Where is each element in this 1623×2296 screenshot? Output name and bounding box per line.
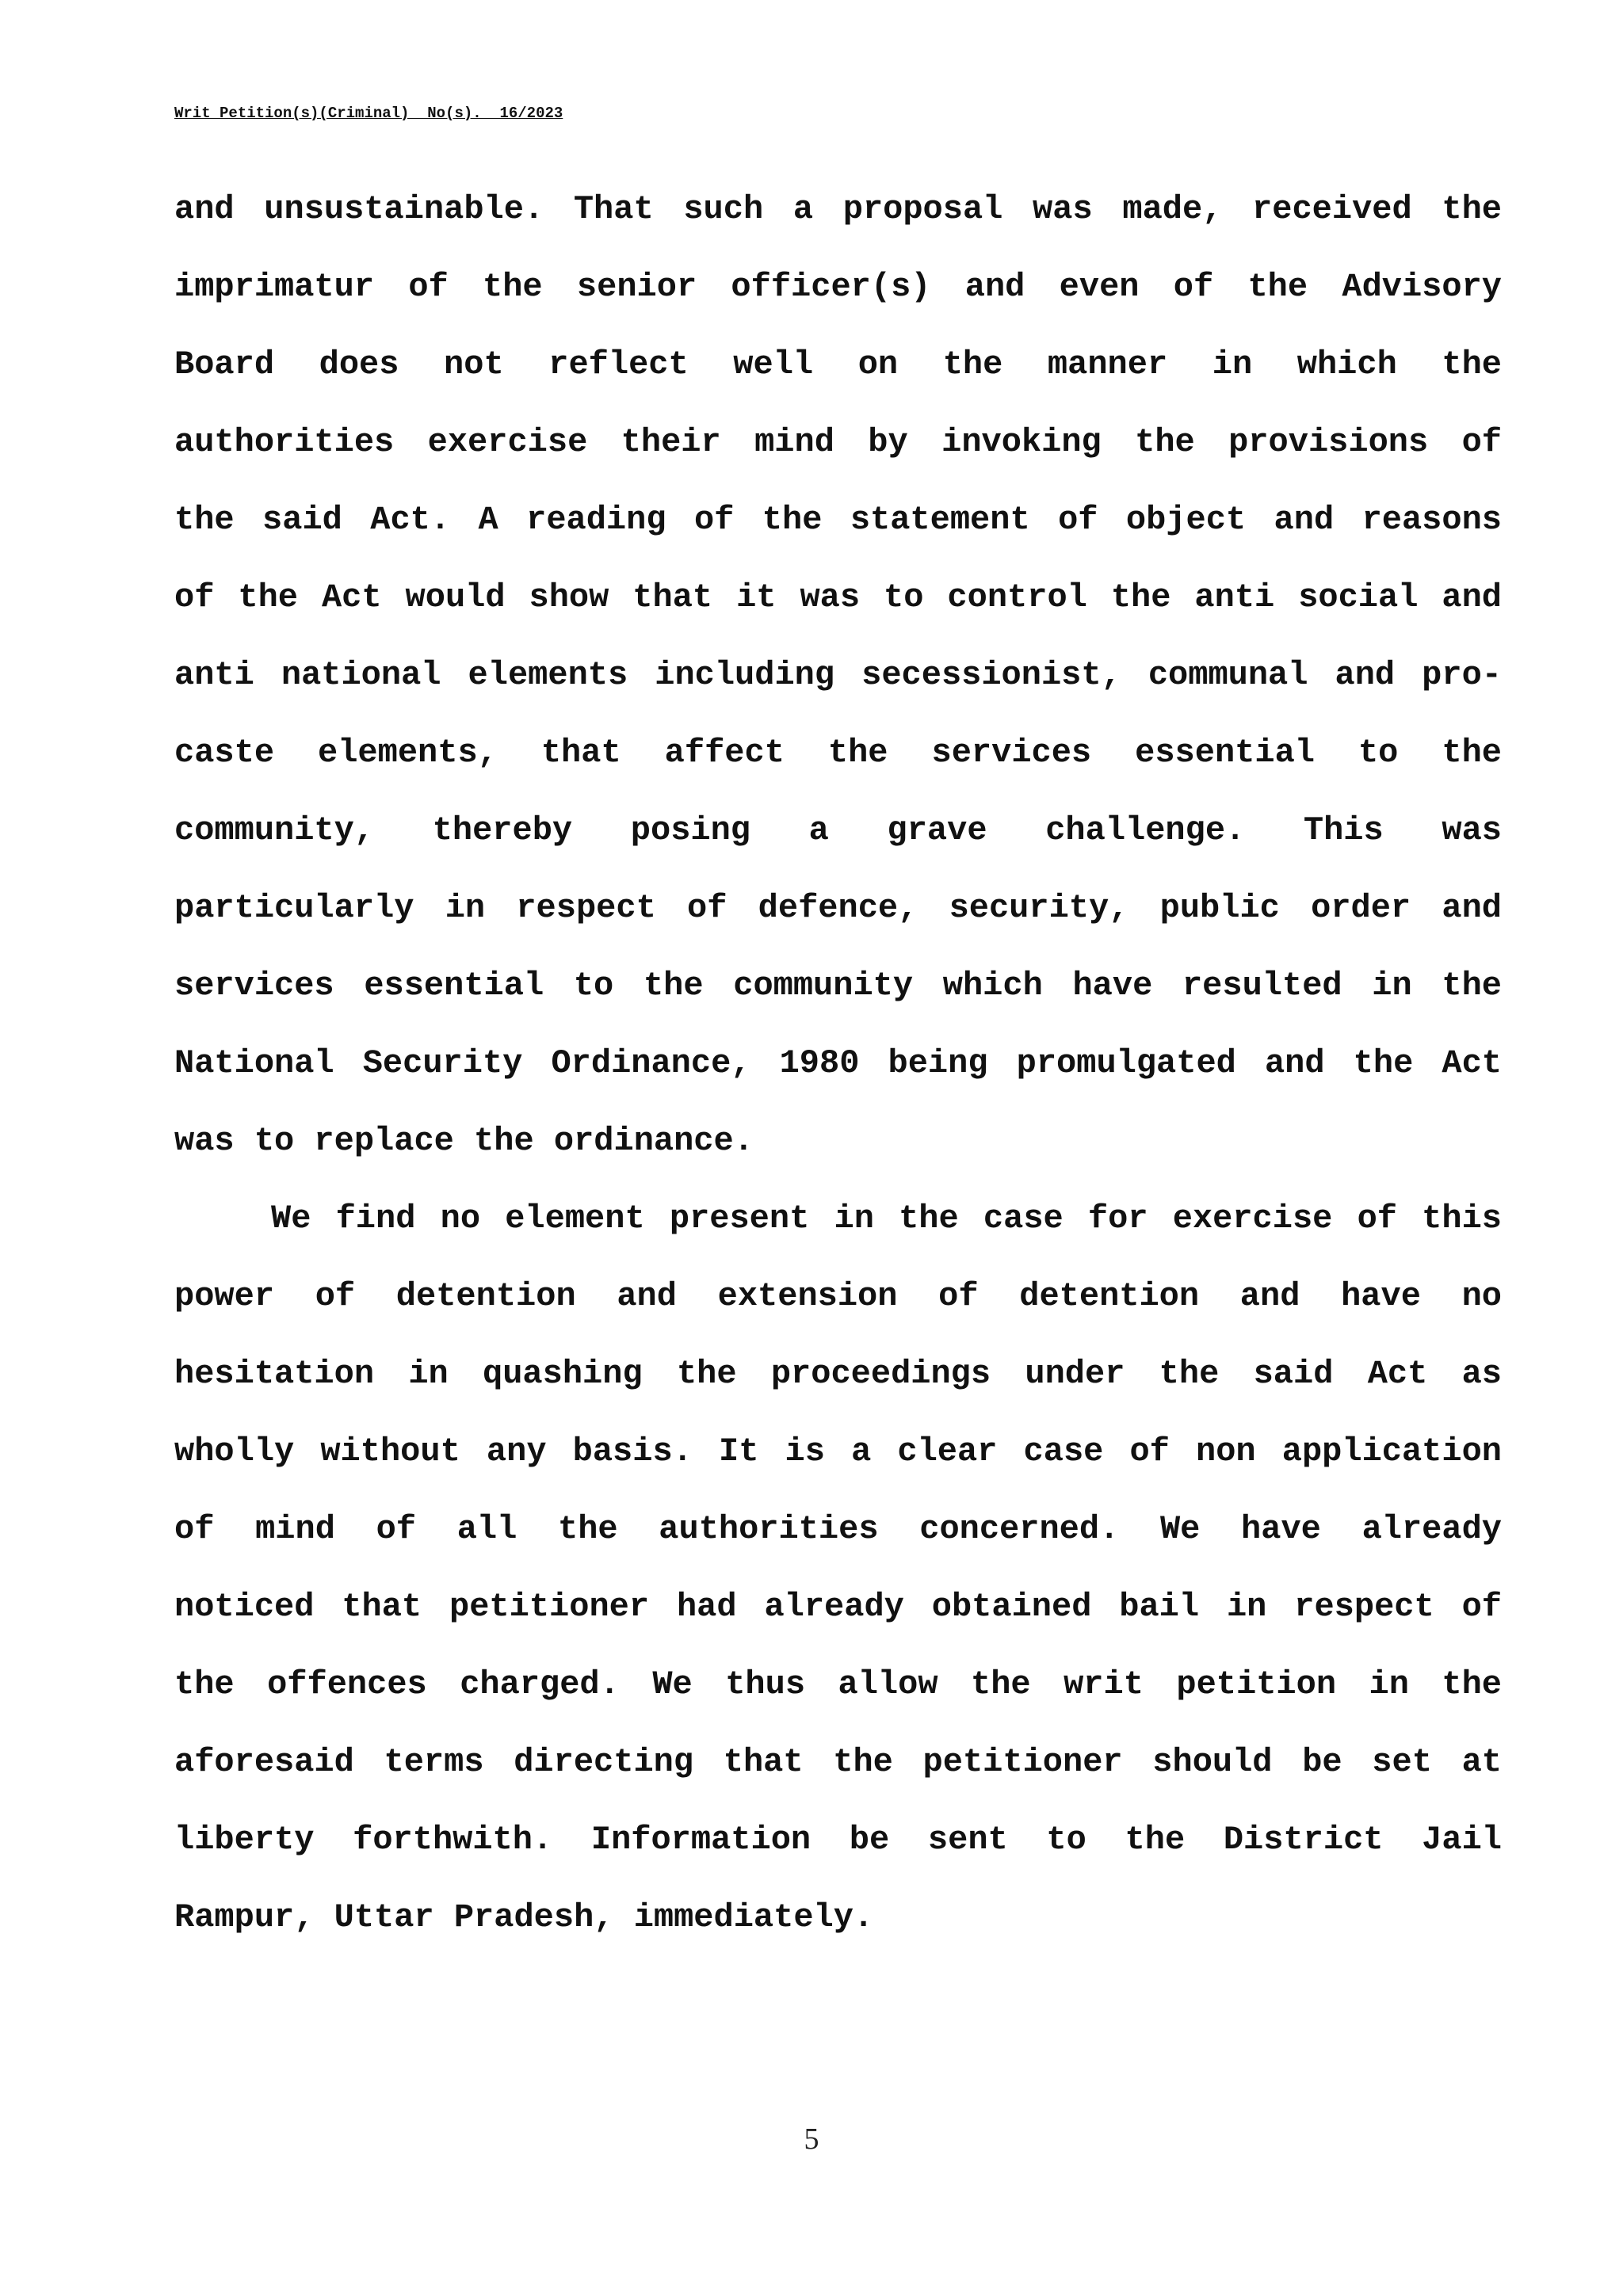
text-line: authorities exercise their mind by invoking the provisions of xyxy=(174,423,1502,461)
page-number: 5 xyxy=(804,2122,819,2156)
paragraph-2 xyxy=(174,1180,1502,1956)
text-line: anti national elements including secessionist, communal and pro- xyxy=(174,656,1502,694)
document-body xyxy=(174,170,1502,1956)
text-line: particularly in respect of defence, security, public order and xyxy=(174,889,1502,927)
text-line: services essential to the community which have resulted in the xyxy=(174,967,1502,1005)
text-line: wholly without any basis. It is a clear case of non application xyxy=(174,1432,1502,1470)
text-line: community, thereby posing a grave challenge. This was xyxy=(174,811,1502,849)
text-line: imprimatur of the senior officer(s) and even of the Advisory xyxy=(174,268,1502,306)
text-line: National Security Ordinance, 1980 being promulgated and the Act xyxy=(174,1044,1502,1082)
text-line: liberty forthwith. Information be sent to the District Jail xyxy=(174,1821,1502,1859)
paragraph-1 xyxy=(174,170,1502,1180)
text-line: noticed that petitioner had already obtained bail in respect of xyxy=(174,1588,1502,1626)
text-line: Rampur, Uttar Pradesh, immediately. xyxy=(174,1898,874,1936)
text-line: of the Act would show that it was to control the anti social and xyxy=(174,578,1502,616)
text-line: aforesaid terms directing that the petitioner should be set at xyxy=(174,1743,1502,1781)
text-line: and unsustainable. That such a proposal was made, received the xyxy=(174,190,1502,228)
text-line: of mind of all the authorities concerned. We have already xyxy=(174,1510,1502,1548)
text-line: was to replace the ordinance. xyxy=(174,1122,754,1160)
text-line: the said Act. A reading of the statement of object and reasons xyxy=(174,501,1502,539)
case-reference-header: Writ Petition(s)(Criminal) No(s). 16/2023 xyxy=(174,105,563,122)
text-line: caste elements, that affect the services essential to the xyxy=(174,734,1502,772)
text-line: Board does not reflect well on the manner in which the xyxy=(174,345,1502,383)
text-line: hesitation in quashing the proceedings under the said Act as xyxy=(174,1355,1502,1393)
text-line: power of detention and extension of detention and have no xyxy=(174,1277,1502,1315)
text-line: the offences charged. We thus allow the writ petition in the xyxy=(174,1665,1502,1703)
text-line: We find no element present in the case for exercise of this xyxy=(271,1199,1502,1238)
